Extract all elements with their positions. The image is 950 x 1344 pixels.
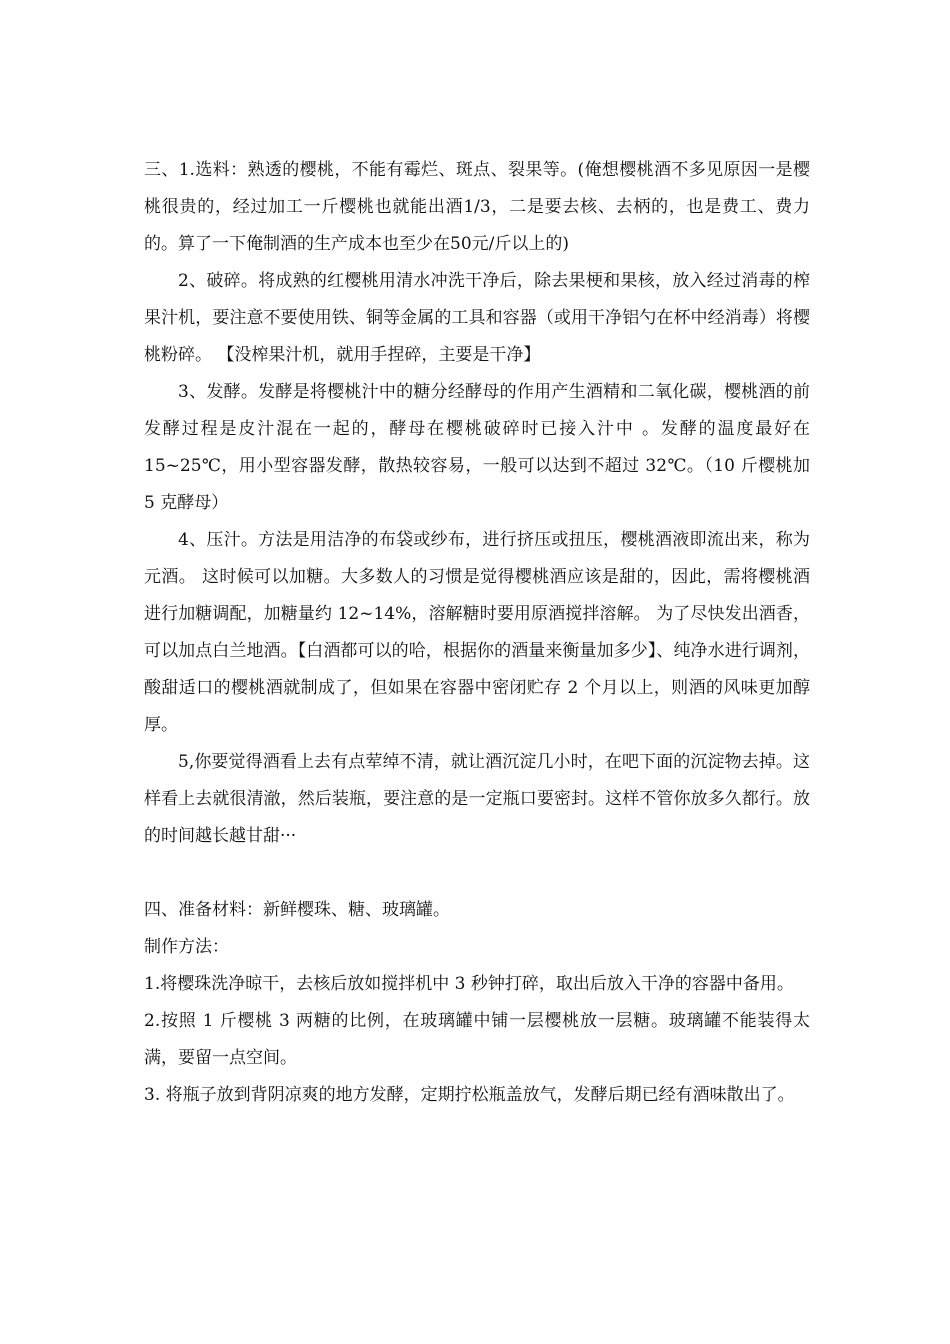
section-gap — [144, 855, 810, 892]
section3-step4-paragraph: 4、压汁。方法是用洁净的布袋或纱布，进行挤压或扭压，樱桃酒液即流出来，称为元酒。 这时候可以加糖。大多数人的习惯是觉得樱桃酒应该是甜的，因此，需将樱桃酒进行加糖调配，加糖量约 12~14%，溶解糖时要用原酒搅拌溶解。 为了尽快发出酒香，可以加点白兰地酒。【白酒都可以的哈，根据你的酒量来衡量加多少】、纯净水进行调剂，酸甜适口的樱桃酒就制成了，但如果在容器中密闭贮存 2 个月以上，则酒的风味更加醇厚。 — [144, 530, 810, 735]
section4-method-heading: 制作方法： — [144, 937, 229, 957]
section3-step1-paragraph: 三、1.选料：熟透的樱桃，不能有霉烂、斑点、裂果等。(俺想樱桃酒不多见原因一是樱桃很贵的，经过加工一斤樱桃也就能出酒1/3，二是要去核、去柄的，也是费工、费力的。算了一下俺制酒的生产成本也至少在50元/斤以上的) — [144, 160, 810, 254]
section3-step3-paragraph: 3、发酵。发酵是将樱桃汁中的糖分经酵母的作用产生酒精和二氧化碳，樱桃酒的前发酵过程是皮汁混在一起的，酵母在樱桃破碎时已接入汁中 。发酵的温度最好在 15~25℃，用小型容器发酵，散热较容易，一般可以达到不超过 32℃。（10 斤樱桃加 5 克酵母） — [144, 382, 810, 513]
section4-step1: 1.将樱珠洗净晾干，去核后放如搅拌机中 3 秒钟打碎，取出后放入干净的容器中备用。 — [144, 974, 794, 994]
section4-materials: 四、准备材料：新鲜樱珠、糖、玻璃罐。 — [144, 900, 450, 920]
section3-step2-paragraph: 2、破碎。将成熟的红樱桃用清水冲洗干净后，除去果梗和果核，放入经过消毒的榨果汁机，要注意不要使用铁、铜等金属的工具和容器（或用干净铝勺在杯中经消毒）将樱桃粉碎。 【没榨果汁机，就用手捏碎，主要是干净】 — [144, 271, 810, 365]
document-body — [144, 152, 810, 1114]
section4-step3: 3. 将瓶子放到背阴凉爽的地方发酵，定期拧松瓶盖放气，发酵后期已经有酒味散出了。 — [144, 1085, 795, 1105]
section3-step5-paragraph: 5,你要觉得酒看上去有点荤绰不清，就让酒沉淀几小时，在吧下面的沉淀物去掉。这样看上去就很清澈，然后装瓶，要注意的是一定瓶口要密封。这样不管你放多久都行。放的时间越长越甘甜··· — [144, 752, 810, 846]
section4-step2: 2.按照 1 斤樱桃 3 两糖的比例，在玻璃罐中铺一层樱桃放一层糖。玻璃罐不能装得太满，要留一点空间。 — [144, 1011, 810, 1068]
